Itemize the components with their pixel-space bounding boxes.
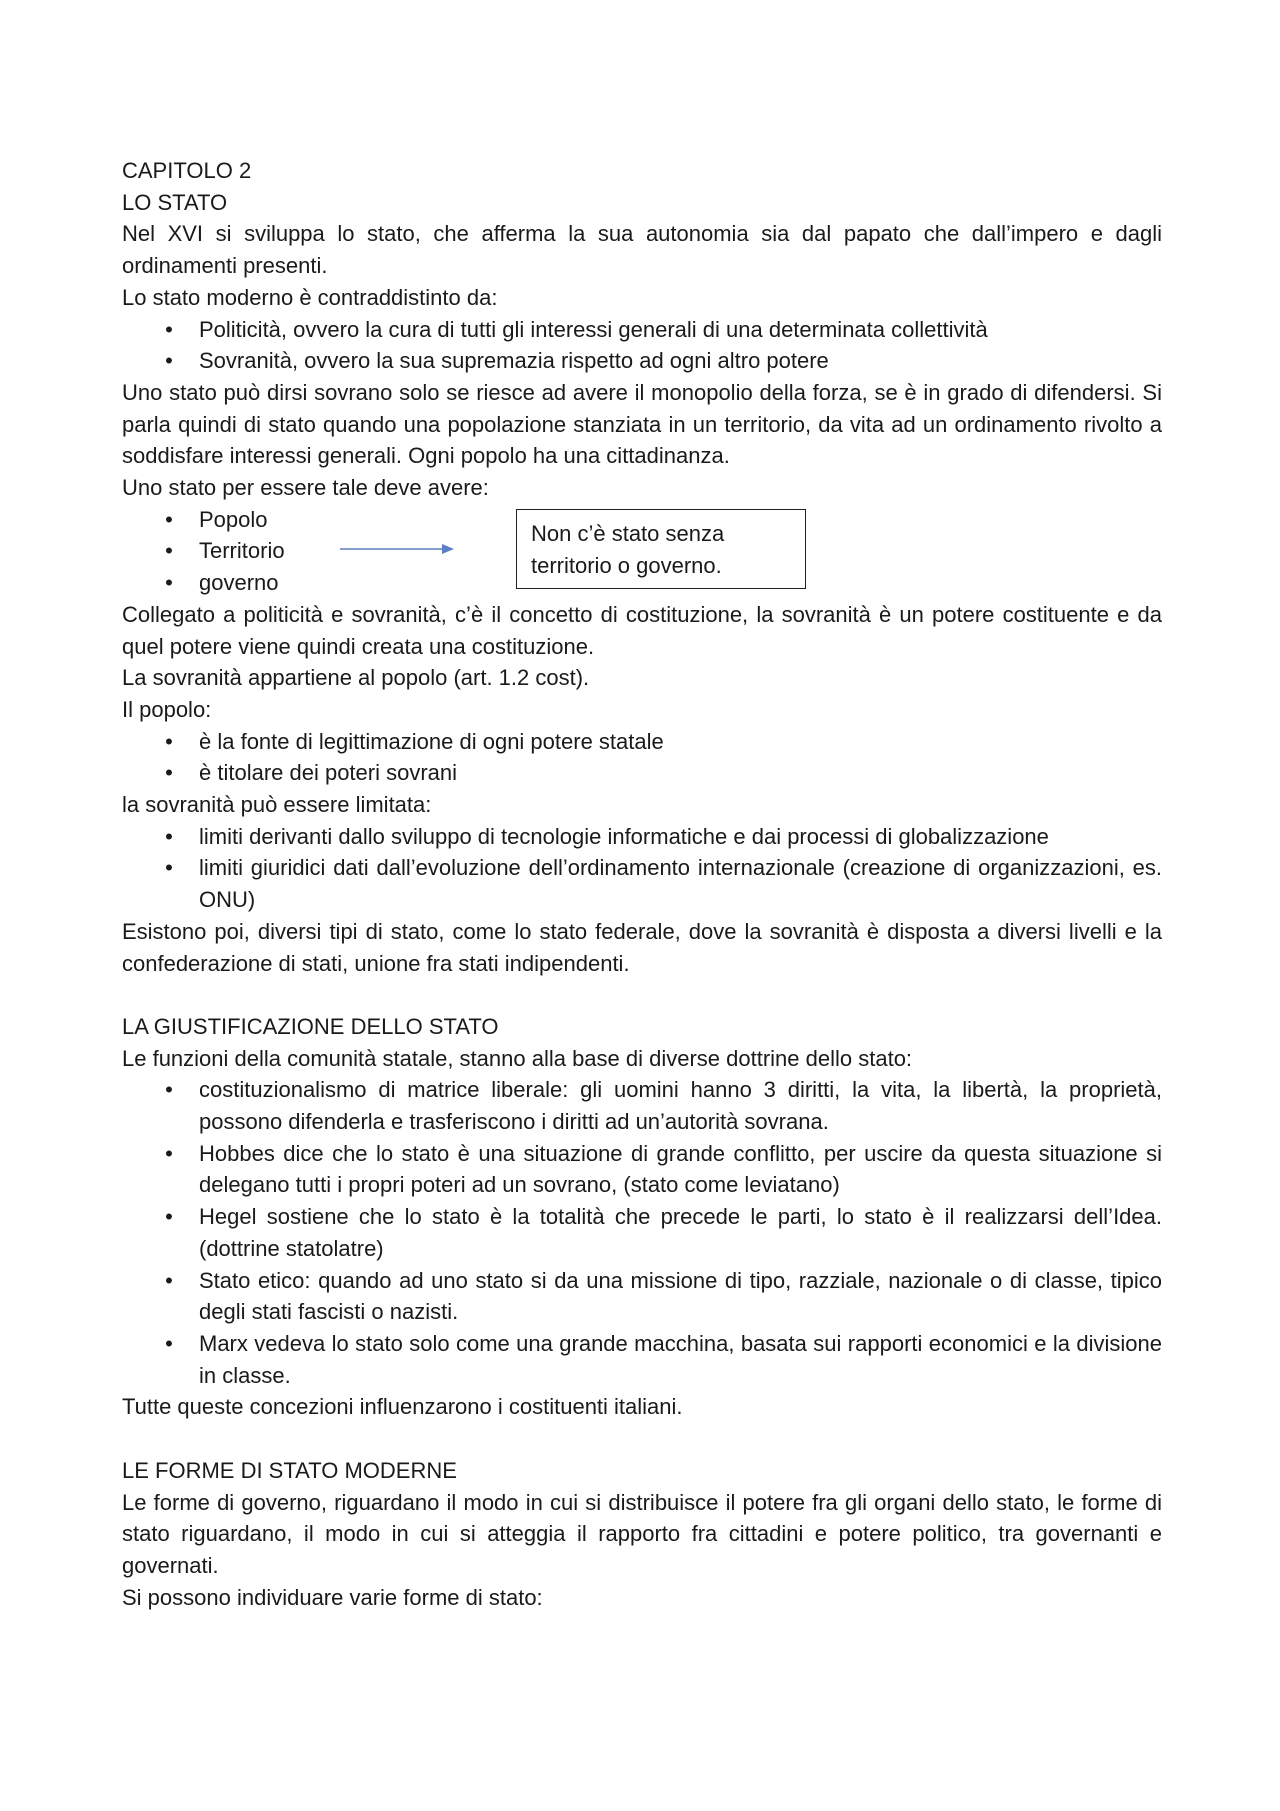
list-item: • è titolare dei poteri sovrani: [122, 757, 1162, 789]
arrow-right-icon: [340, 542, 455, 556]
bullet-icon: •: [165, 316, 173, 342]
list-item: • Stato etico: quando ad uno stato si da una missione di tipo, razziale, nazionale o di classe, tipico degli stati fascisti o nazisti.: [122, 1265, 1162, 1328]
bullet-icon: •: [165, 506, 173, 532]
bullet-icon: •: [165, 823, 173, 849]
bullet-icon: •: [165, 1077, 173, 1103]
list-item: • è la fonte di legittimazione di ogni potere statale: [122, 726, 1162, 758]
list-item: • costituzionalismo di matrice liberale: gli uomini hanno 3 diritti, la vita, la libertà, la proprietà, possono difenderla e trasferiscono i diritti ad un’autorità sovrana.: [122, 1074, 1162, 1137]
bullet-icon: •: [165, 538, 173, 564]
paragraph: Uno stato per essere tale deve avere:: [122, 475, 489, 501]
list-item: • Sovranità, ovvero la sua supremazia rispetto ad ogni altro potere: [122, 345, 1162, 377]
bullet-list: [122, 314, 1162, 377]
list-item: • limiti giuridici dati dall’evoluzione dell’ordinamento internazionale (creazione di organizzazioni, es. ONU): [122, 852, 1162, 915]
note-line: Non c’è stato senza: [531, 521, 725, 546]
bullet-icon: •: [165, 1267, 173, 1293]
bullet-icon: •: [165, 760, 173, 786]
paragraph: Lo stato moderno è contraddistinto da:: [122, 284, 498, 310]
paragraph: Le forme di governo, riguardano il modo in cui si distribuisce il potere fra gli organi dello stato, le forme di stato riguardano, il modo in cui si atteggia il rapporto fra cittadini e potere politico, tra governanti e governati.: [122, 1489, 1162, 1578]
paragraph: Collegato a politicità e sovranità, c’è il concetto di costituzione, la sovranità è un potere costituente e da quel potere viene quindi creata una costituzione.: [122, 601, 1162, 659]
paragraph: Esistono poi, diversi tipi di stato, come lo stato federale, dove la sovranità è disposta a diversi livelli e la confederazione di stati, unione fra stati indipendenti.: [122, 918, 1162, 976]
bullet-icon: •: [165, 348, 173, 374]
bullet-list: [122, 821, 1162, 916]
bullet-icon: •: [165, 570, 173, 596]
list-item: • Hobbes dice che lo stato è una situazione di grande conflitto, per uscire da questa situazione si delegano tutti i propri poteri ad un sovrano, (stato come leviatano): [122, 1138, 1162, 1201]
page-title: LO STATO: [122, 189, 228, 215]
spacer: [122, 1423, 1162, 1455]
bullet-icon: •: [165, 855, 173, 881]
bullet-icon: •: [165, 1140, 173, 1166]
paragraph: Si possono individuare varie forme di stato:: [122, 1584, 543, 1610]
bullet-icon: •: [165, 1204, 173, 1230]
note-line: territorio o governo.: [531, 553, 722, 578]
paragraph: Uno stato può dirsi sovrano solo se riesce ad avere il monopolio della forza, se è in grado di difendersi. Si parla quindi di stato quando una popolazione stanziata in un territorio, da vita ad un ordinamento rivolto a soddisfare interessi generali. Ogni popolo ha una cittadinanza.: [122, 379, 1162, 469]
paragraph: la sovranità può essere limitata:: [122, 792, 432, 818]
list-item: • Popolo: [122, 504, 1162, 536]
list-item: • limiti derivanti dallo sviluppo di tecnologie informatiche e dai processi di globalizzazione: [122, 821, 1162, 853]
bullet-icon: •: [165, 1331, 173, 1356]
bullet-list: [122, 1074, 1162, 1391]
bullet-list: [122, 726, 1162, 789]
paragraph: Le funzioni della comunità statale, stanno alla base di diverse dottrine dello stato:: [122, 1045, 913, 1071]
chapter-heading: CAPITOLO 2: [122, 158, 252, 183]
list-item: • Marx vedeva lo stato solo come una grande macchina, basata sui rapporti economici e la divisione in classe.: [122, 1328, 1162, 1391]
bullet-icon: •: [165, 728, 173, 754]
list-item: • Politicità, ovvero la cura di tutti gli interessi generali di una determinata collettività: [122, 314, 1162, 346]
paragraph: La sovranità appartiene al popolo (art. 1.2 cost).: [122, 665, 590, 691]
spacer: [122, 979, 1162, 1011]
document-body: [122, 155, 1162, 1613]
paragraph: Il popolo:: [122, 696, 212, 722]
list-item: • governo: [122, 567, 1162, 599]
paragraph: Nel XVI si sviluppa lo stato, che afferma la sua autonomia sia dal papato che dall’impero e dagli ordinamenti presenti.: [122, 221, 1162, 279]
section-heading: LA GIUSTIFICAZIONE DELLO STATO: [122, 1013, 499, 1039]
note-text-box: [516, 509, 806, 589]
section-heading: LE FORME DI STATO MODERNE: [122, 1457, 457, 1483]
list-item: • Hegel sostiene che lo stato è la totalità che precede le parti, lo stato è il realizzarsi dell’Idea. (dottrine statolatre): [122, 1201, 1162, 1264]
paragraph: Tutte queste concezioni influenzarono i costituenti italiani.: [122, 1394, 683, 1420]
list-item: • Territorio: [122, 535, 1162, 567]
